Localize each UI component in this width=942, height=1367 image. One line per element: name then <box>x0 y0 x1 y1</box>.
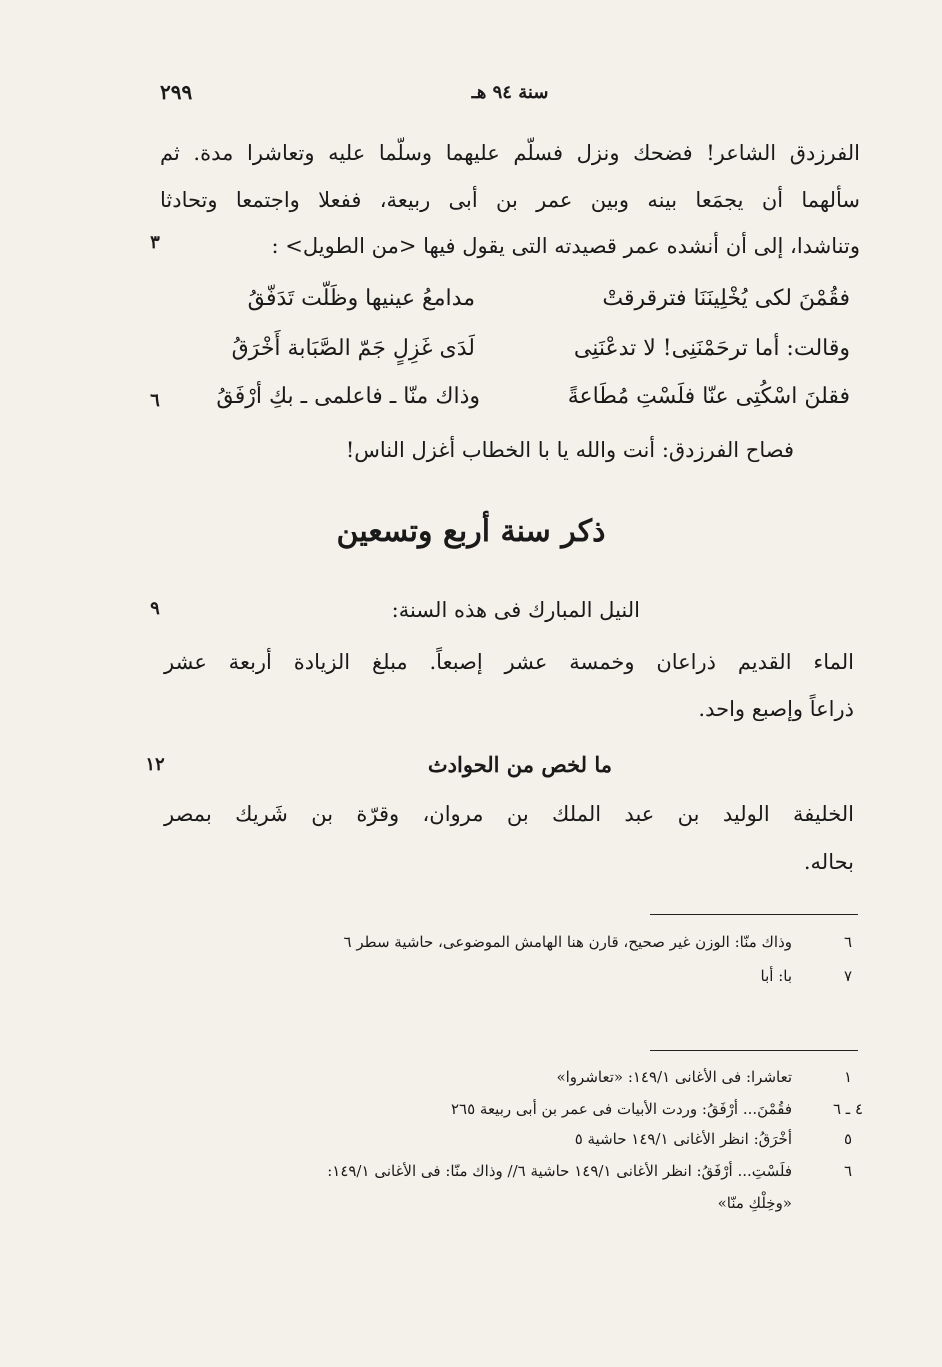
footnote-a2-text: با: أبا <box>760 967 792 985</box>
prose-line-1: الفرزدق الشاعر! فضحك ونزل فسلّم عليهما وسلّما عليه وتعاشرا مدة. ثم <box>160 141 860 165</box>
footnote-rule-top <box>650 914 858 915</box>
verse-3-second-hemistich: وذاك منّا ـ فاعلمى ـ بكِ أرْفَقُ <box>216 384 480 409</box>
page-number: ٢٩٩ <box>160 80 193 104</box>
line-number-12: ١٢ <box>145 754 165 775</box>
farazdaq-exclamation: فصاح الفرزدق: أنت والله يا با الخطاب أغزل الناس! <box>345 438 794 462</box>
footnote-a1-number: ٦ <box>843 933 853 951</box>
verse-2-second-hemistich: لَدَى غَزِلٍ جَمّ الصَّبَابة أَخْرَقُ <box>231 336 475 361</box>
line-number-3: ٣ <box>150 232 160 253</box>
footnote-rule-bottom <box>650 1050 858 1051</box>
running-header-year: سنة ٩٤ هـ <box>471 82 549 103</box>
events-heading: ما لخص من الحوادث <box>427 752 612 777</box>
prose-line-2: سألهما أن يجمَعا بينه وبين عمر بن أبى ربيعة، ففعلا واجتمعا وتحادثا <box>160 188 860 212</box>
verse-2-first-hemistich: وقالت: أما ترحَمْنَنِى! لا تدعْنَنِى <box>573 336 850 361</box>
verse-1-first-hemistich: فقُمْنَ لكى يُخْلِينَنَا فترقرقتْ <box>602 286 850 311</box>
footnote-a2-number: ٧ <box>843 967 853 985</box>
footnote-b2-number: ٤ ـ ٦ <box>832 1100 864 1118</box>
footnote-a1-text: وذاك منّا: الوزن غير صحيح، قارن هنا الهامش الموضوعى، حاشية سطر ٦ <box>343 933 792 951</box>
nile-line-1: الماء القديم ذراعان وخمسة عشر إصبعاً. مبلغ الزيادة أربعة عشر <box>164 650 854 674</box>
footnote-b4-continuation: «وخِلْكِ منّا» <box>717 1194 792 1212</box>
section-title: ذكر سنة أربع وتسعين <box>336 514 606 549</box>
prose-line-3: وتناشدا، إلى أن أنشده عمر قصيدته التى يقول فيها <من الطويل> : <box>271 234 860 258</box>
verse-1-second-hemistich: مدامعُ عينيها وظَلّت تَدَفّقُ <box>247 286 475 311</box>
footnote-b2-text: فقُمْنَ... أرْفَقُ: وردت الأبيات فى عمر بن أبى ربيعة ٢٦٥ <box>450 1100 792 1118</box>
events-line-2: بحاله. <box>803 850 854 874</box>
events-line-1: الخليفة الوليد بن عبد الملك بن مروان، وقرّة بن شَريك بمصر <box>164 802 854 826</box>
footnote-b1-text: تعاشرا: فى الأغانى ١٤٩/١: «تعاشروا» <box>556 1068 792 1086</box>
footnote-b1-number: ١ <box>843 1068 853 1086</box>
verse-3-first-hemistich: فقلنَ اسْكُتِى عنّا فلَسْتِ مُطَاعةً <box>567 384 850 409</box>
nile-heading: النيل المبارك فى هذه السنة: <box>391 598 640 622</box>
line-number-6: ٦ <box>150 390 160 411</box>
footnote-b3-number: ٥ <box>843 1130 853 1148</box>
line-number-9: ٩ <box>150 598 160 619</box>
footnote-b4-number: ٦ <box>843 1162 853 1180</box>
nile-line-2: ذراعاً وإصبع واحد. <box>698 697 854 721</box>
footnote-b3-text: أخْرَقُ: انظر الأغانى ١٤٩/١ حاشية ٥ <box>574 1130 792 1148</box>
footnote-b4-text: فلَسْتِ... أرْفَقُ: انظر الأغانى ١٤٩/١ حاشية ٦// وذاك منّا: فى الأغانى ١٤٩/١: <box>327 1162 792 1180</box>
